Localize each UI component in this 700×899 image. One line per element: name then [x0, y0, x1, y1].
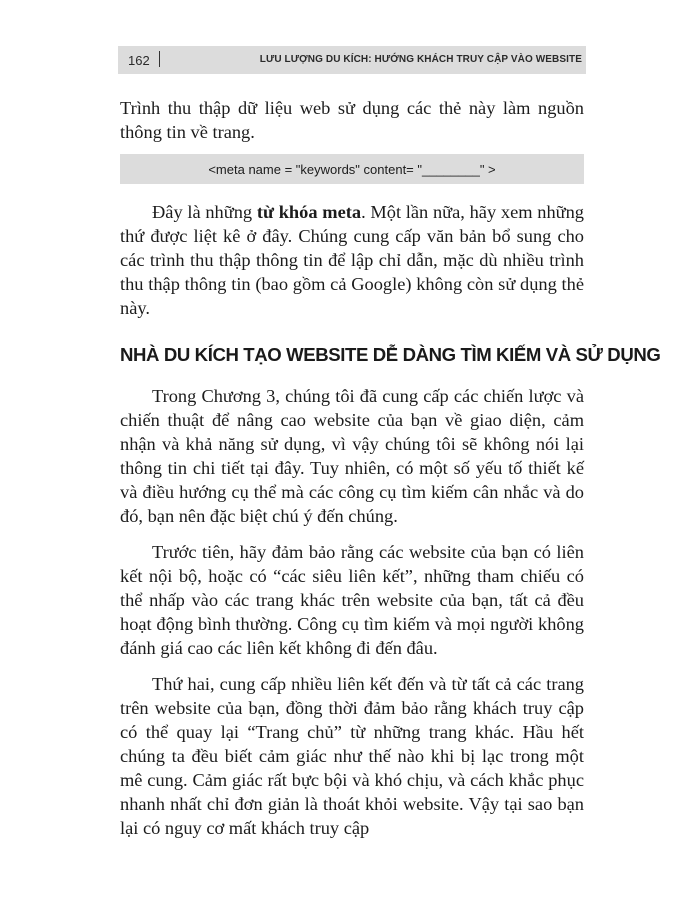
section-heading: NHÀ DU KÍCH TẠO WEBSITE DỄ DÀNG TÌM KIẾM VÀ SỬ DỤNG [120, 344, 661, 365]
body-paragraph-navigation: Thứ hai, cung cấp nhiều liên kết đến và từ tất cả các trang trên website của bạn, đồng thời đảm bảo rằng khách truy cập có thể quay lại “Trang chủ” từ những trang khác. Hầu hết chúng ta đều biết cảm giác như thế nào khi bị lạc trong một mê cung. Cảm giác rất bực bội và khó chịu, và cách khắc phục nhanh nhất chỉ đơn giản là thoát khỏi website. Vậy tại sao bạn lại có nguy cơ mất khách truy cập [120, 674, 584, 838]
meta-paragraph-rest: . Một lần nữa, hãy xem những thứ được liệt kê ở đây. Chúng cung cấp văn bản bổ sung cho các trình thu thập thông tin để lập chỉ dẫn, mặc dù nhiều trình thu thập thông tin (bao gồm cả Google) không còn sử dụng thẻ này. [120, 202, 584, 318]
page-body [120, 96, 661, 840]
page-number: 162 [128, 53, 150, 68]
body-paragraph-chapter-3: Trong Chương 3, chúng tôi đã cung cấp các chiến lược và chiến thuật để nâng cao website của bạn về giao diện, cảm nhận và khả năng sử dụng, vì vậy chúng tôi sẽ không nói lại thông tin chi tiết tại đây. Tuy nhiên, có một số yếu tố thiết kế và điều hướng cụ thể mà các công cụ tìm kiếm cân nhắc và do đó, bạn nên đặc biệt chú ý đến chúng. [120, 386, 584, 526]
code-example: <meta name = "keywords" content= "________" > [120, 154, 584, 184]
running-title: LƯU LƯỢNG DU KÍCH: HƯỚNG KHÁCH TRUY CẬP VÀO WEBSITE [259, 54, 582, 65]
intro-paragraph: Trình thu thập dữ liệu web sử dụng các thẻ này làm nguồn thông tin về trang. [120, 98, 584, 142]
header-divider [159, 51, 160, 67]
meta-paragraph-lead: Đây là những [152, 202, 257, 222]
body-paragraph-internal-links: Trước tiên, hãy đảm bảo rằng các website của bạn có liên kết nội bộ, hoặc có “các siêu liên kết”, những tham chiếu có thể nhấp vào các trang khác trên website của bạn, tất cả đều hoạt động bình thường. Công cụ tìm kiếm và mọi người không đánh giá cao các liên kết không đi đến đâu. [120, 542, 584, 658]
meta-keywords-term: từ khóa meta [256, 202, 362, 222]
meta-keywords-paragraph [120, 200, 584, 320]
